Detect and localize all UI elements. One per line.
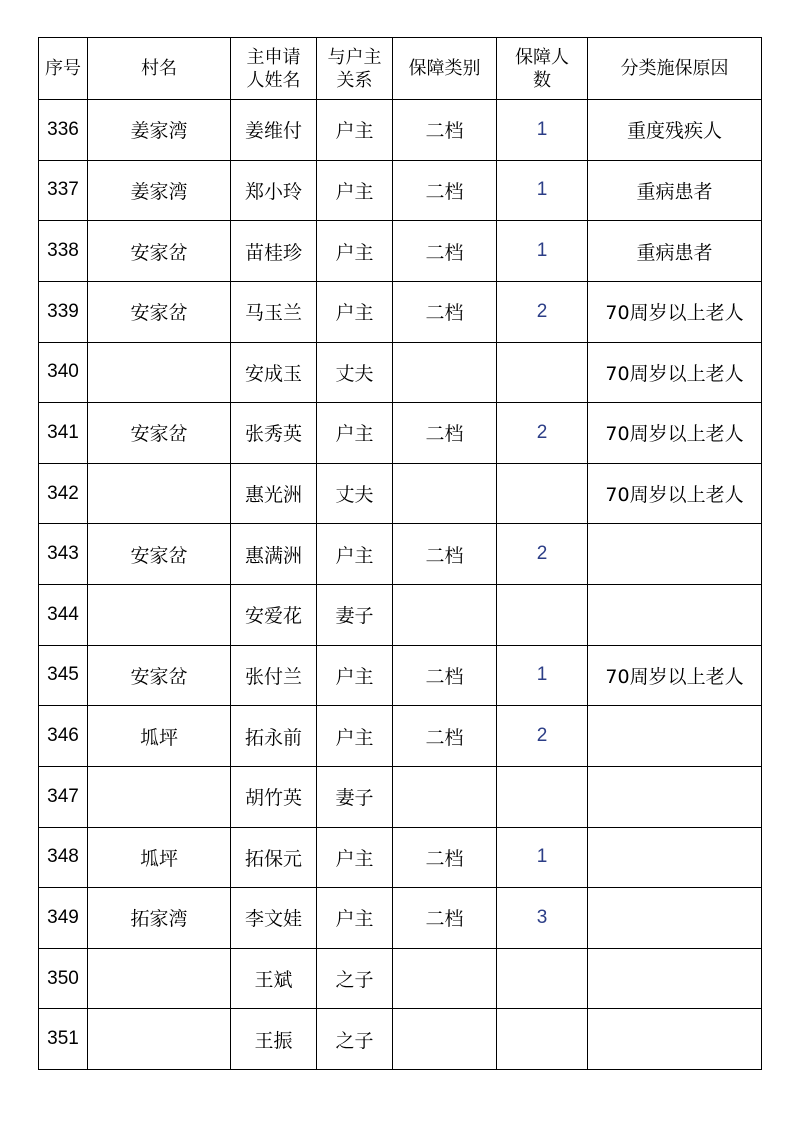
reason-cell: 70周岁以上老人 xyxy=(588,463,762,524)
serial-cell: 337 xyxy=(39,160,88,221)
village-cell xyxy=(88,342,231,403)
table-row xyxy=(39,585,762,646)
category-cell: 二档 xyxy=(393,100,497,161)
count-cell: 1 xyxy=(497,160,588,221)
relation-cell: 户主 xyxy=(317,221,393,282)
relation-cell: 户主 xyxy=(317,281,393,342)
count-cell: 2 xyxy=(497,706,588,767)
category-cell: 二档 xyxy=(393,827,497,888)
table-row xyxy=(39,524,762,585)
category-cell: 二档 xyxy=(393,706,497,767)
beneficiary-table xyxy=(38,37,762,1070)
applicant-cell: 惠满洲 xyxy=(231,524,317,585)
table-row xyxy=(39,888,762,949)
village-cell xyxy=(88,766,231,827)
count-cell xyxy=(497,463,588,524)
serial-cell: 339 xyxy=(39,281,88,342)
table-row xyxy=(39,281,762,342)
table-row xyxy=(39,1009,762,1070)
category-cell: 二档 xyxy=(393,645,497,706)
relation-cell: 妻子 xyxy=(317,585,393,646)
village-cell: 安家岔 xyxy=(88,221,231,282)
table-row xyxy=(39,100,762,161)
count-cell: 1 xyxy=(497,827,588,888)
applicant-cell: 王振 xyxy=(231,1009,317,1070)
village-cell: 坬坪 xyxy=(88,827,231,888)
table-row xyxy=(39,221,762,282)
reason-cell: 重病患者 xyxy=(588,160,762,221)
serial-cell: 342 xyxy=(39,463,88,524)
village-cell: 安家岔 xyxy=(88,281,231,342)
applicant-cell: 胡竹英 xyxy=(231,766,317,827)
village-cell: 安家岔 xyxy=(88,645,231,706)
relation-cell: 之子 xyxy=(317,1009,393,1070)
category-cell: 二档 xyxy=(393,281,497,342)
table-body xyxy=(39,100,762,1070)
count-cell xyxy=(497,1009,588,1070)
count-cell: 1 xyxy=(497,221,588,282)
applicant-cell: 姜维付 xyxy=(231,100,317,161)
header-category: 保障类别 xyxy=(393,38,497,100)
header-relation: 与户主关系 xyxy=(317,38,393,100)
table-row xyxy=(39,706,762,767)
count-cell: 3 xyxy=(497,888,588,949)
relation-cell: 户主 xyxy=(317,888,393,949)
village-cell xyxy=(88,948,231,1009)
count-cell: 2 xyxy=(497,281,588,342)
relation-cell: 户主 xyxy=(317,100,393,161)
count-cell xyxy=(497,585,588,646)
table-row xyxy=(39,342,762,403)
applicant-cell: 拓永前 xyxy=(231,706,317,767)
category-cell xyxy=(393,766,497,827)
table-header xyxy=(39,38,762,100)
category-cell: 二档 xyxy=(393,888,497,949)
reason-cell xyxy=(588,1009,762,1070)
category-cell xyxy=(393,463,497,524)
reason-cell: 重度残疾人 xyxy=(588,100,762,161)
category-cell xyxy=(393,948,497,1009)
village-cell: 姜家湾 xyxy=(88,160,231,221)
reason-cell xyxy=(588,827,762,888)
applicant-cell: 郑小玲 xyxy=(231,160,317,221)
serial-cell: 347 xyxy=(39,766,88,827)
applicant-cell: 王斌 xyxy=(231,948,317,1009)
relation-cell: 之子 xyxy=(317,948,393,1009)
count-cell: 2 xyxy=(497,403,588,464)
serial-cell: 346 xyxy=(39,706,88,767)
header-reason: 分类施保原因 xyxy=(588,38,762,100)
header-village: 村名 xyxy=(88,38,231,100)
category-cell: 二档 xyxy=(393,221,497,282)
count-cell: 1 xyxy=(497,645,588,706)
table-row xyxy=(39,948,762,1009)
applicant-cell: 安爱花 xyxy=(231,585,317,646)
header-row xyxy=(39,38,762,100)
table-row xyxy=(39,463,762,524)
reason-cell xyxy=(588,948,762,1009)
applicant-cell: 安成玉 xyxy=(231,342,317,403)
serial-cell: 350 xyxy=(39,948,88,1009)
village-cell xyxy=(88,585,231,646)
village-cell: 安家岔 xyxy=(88,403,231,464)
applicant-cell: 张付兰 xyxy=(231,645,317,706)
serial-cell: 343 xyxy=(39,524,88,585)
reason-cell xyxy=(588,888,762,949)
header-serial: 序号 xyxy=(39,38,88,100)
header-applicant: 主申请人姓名 xyxy=(231,38,317,100)
serial-cell: 341 xyxy=(39,403,88,464)
table-row xyxy=(39,160,762,221)
category-cell xyxy=(393,342,497,403)
reason-cell xyxy=(588,524,762,585)
applicant-cell: 马玉兰 xyxy=(231,281,317,342)
serial-cell: 345 xyxy=(39,645,88,706)
applicant-cell: 惠光洲 xyxy=(231,463,317,524)
relation-cell: 户主 xyxy=(317,706,393,767)
village-cell xyxy=(88,1009,231,1070)
relation-cell: 户主 xyxy=(317,827,393,888)
reason-cell: 70周岁以上老人 xyxy=(588,342,762,403)
village-cell: 安家岔 xyxy=(88,524,231,585)
category-cell: 二档 xyxy=(393,160,497,221)
serial-cell: 340 xyxy=(39,342,88,403)
count-cell xyxy=(497,342,588,403)
category-cell xyxy=(393,585,497,646)
applicant-cell: 李文娃 xyxy=(231,888,317,949)
applicant-cell: 张秀英 xyxy=(231,403,317,464)
category-cell xyxy=(393,1009,497,1070)
count-cell xyxy=(497,948,588,1009)
serial-cell: 349 xyxy=(39,888,88,949)
relation-cell: 丈夫 xyxy=(317,463,393,524)
village-cell xyxy=(88,463,231,524)
reason-cell: 70周岁以上老人 xyxy=(588,645,762,706)
serial-cell: 338 xyxy=(39,221,88,282)
count-cell xyxy=(497,766,588,827)
relation-cell: 妻子 xyxy=(317,766,393,827)
village-cell: 拓家湾 xyxy=(88,888,231,949)
table-row xyxy=(39,403,762,464)
count-cell: 2 xyxy=(497,524,588,585)
table-row xyxy=(39,645,762,706)
serial-cell: 348 xyxy=(39,827,88,888)
applicant-cell: 拓保元 xyxy=(231,827,317,888)
serial-cell: 344 xyxy=(39,585,88,646)
relation-cell: 户主 xyxy=(317,524,393,585)
reason-cell xyxy=(588,766,762,827)
reason-cell: 重病患者 xyxy=(588,221,762,282)
serial-cell: 336 xyxy=(39,100,88,161)
village-cell: 坬坪 xyxy=(88,706,231,767)
relation-cell: 户主 xyxy=(317,645,393,706)
reason-cell: 70周岁以上老人 xyxy=(588,281,762,342)
category-cell: 二档 xyxy=(393,524,497,585)
category-cell: 二档 xyxy=(393,403,497,464)
table-row xyxy=(39,827,762,888)
relation-cell: 丈夫 xyxy=(317,342,393,403)
village-cell: 姜家湾 xyxy=(88,100,231,161)
serial-cell: 351 xyxy=(39,1009,88,1070)
count-cell: 1 xyxy=(497,100,588,161)
header-count: 保障人数 xyxy=(497,38,588,100)
table-row xyxy=(39,766,762,827)
relation-cell: 户主 xyxy=(317,160,393,221)
reason-cell xyxy=(588,706,762,767)
applicant-cell: 苗桂珍 xyxy=(231,221,317,282)
reason-cell: 70周岁以上老人 xyxy=(588,403,762,464)
reason-cell xyxy=(588,585,762,646)
relation-cell: 户主 xyxy=(317,403,393,464)
